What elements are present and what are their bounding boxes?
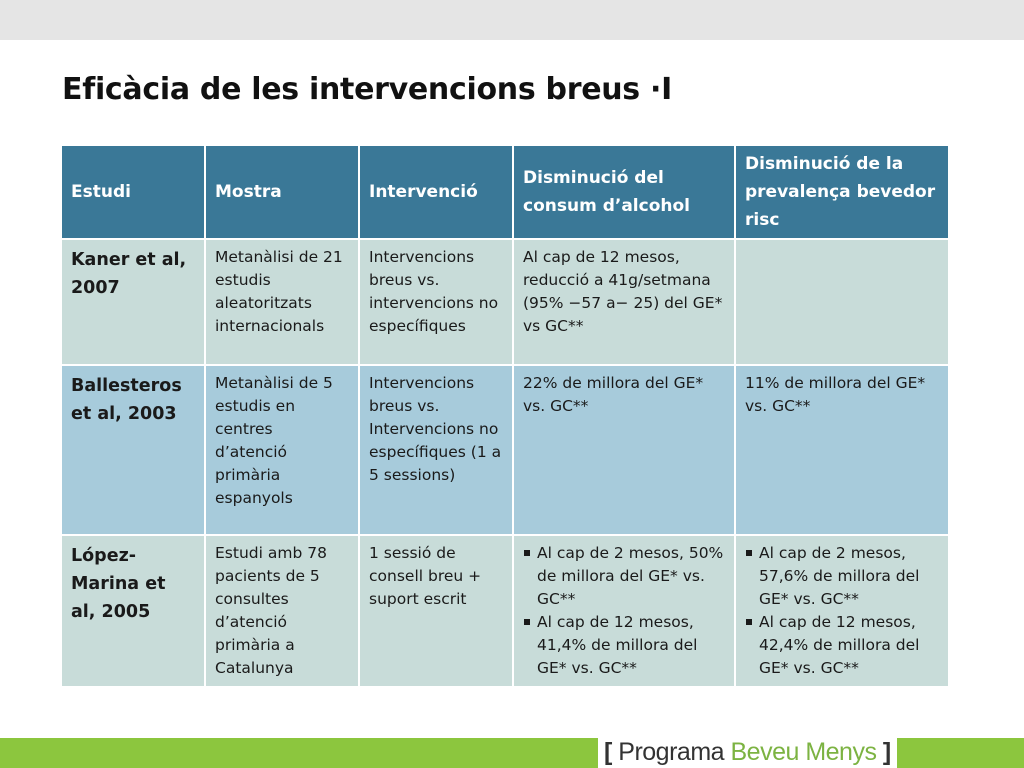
bullet-item: Al cap de 12 mesos, 42,4% de millora del GE* vs. GC**	[745, 611, 939, 680]
cell-sample: Estudi amb 78 pacients de 5 consultes d’atenció primària a Catalunya	[205, 535, 359, 687]
table-header-row	[61, 145, 949, 239]
top-band	[0, 0, 1024, 40]
cell-prevalence	[735, 239, 949, 365]
bullet-item: Al cap de 12 mesos, 41,4% de millora del GE* vs. GC**	[523, 611, 725, 680]
logo-program-text: Programa	[618, 738, 725, 766]
prevalence-bullet-list	[745, 542, 939, 680]
header-sample: Mostra	[205, 145, 359, 239]
table-row	[61, 365, 949, 535]
cell-intervention: Intervencions breus vs. Intervencions no específiques (1 a 5 sessions)	[359, 365, 513, 535]
cell-intervention: 1 sessió de consell breu + suport escrit	[359, 535, 513, 687]
consumption-bullet-list	[523, 542, 725, 680]
logo-brand-name: Beveu Menys	[730, 738, 877, 766]
cell-study: Ballesteros et al, 2003	[61, 365, 205, 535]
cell-consumption: Al cap de 12 mesos, reducció a 41g/setmana (95% −57 a− 25) del GE* vs GC**	[513, 239, 735, 365]
table-row	[61, 535, 949, 687]
logo-bracket-open: [	[604, 738, 612, 766]
bullet-item: Al cap de 2 mesos, 50% de millora del GE* vs. GC**	[523, 542, 725, 611]
table-row	[61, 239, 949, 365]
slide-title: Eficàcia de les intervencions breus ·I	[62, 72, 672, 107]
cell-study: Kaner et al, 2007	[61, 239, 205, 365]
cell-consumption	[513, 535, 735, 687]
bullet-item: Al cap de 2 mesos, 57,6% de millora del GE* vs. GC**	[745, 542, 939, 611]
cell-consumption: 22% de millora del GE* vs. GC**	[513, 365, 735, 535]
program-logo	[598, 736, 897, 768]
header-consumption: Disminució del consum d’alcohol	[513, 145, 735, 239]
cell-sample: Metanàlisi de 5 estudis en centres d’atenció primària espanyols	[205, 365, 359, 535]
cell-prevalence: 11% de millora del GE* vs. GC**	[735, 365, 949, 535]
cell-prevalence	[735, 535, 949, 687]
header-intervention: Intervenció	[359, 145, 513, 239]
logo-bracket-close: ]	[882, 738, 891, 766]
cell-intervention: Intervencions breus vs. intervencions no específiques	[359, 239, 513, 365]
cell-sample: Metanàlisi de 21 estudis aleatoritzats internacionals	[205, 239, 359, 365]
cell-study: López-Marina et al, 2005	[61, 535, 205, 687]
header-study: Estudi	[61, 145, 205, 239]
header-prevalence: Disminució de la prevalença bevedor risc	[735, 145, 949, 239]
efficacy-table	[60, 144, 950, 688]
